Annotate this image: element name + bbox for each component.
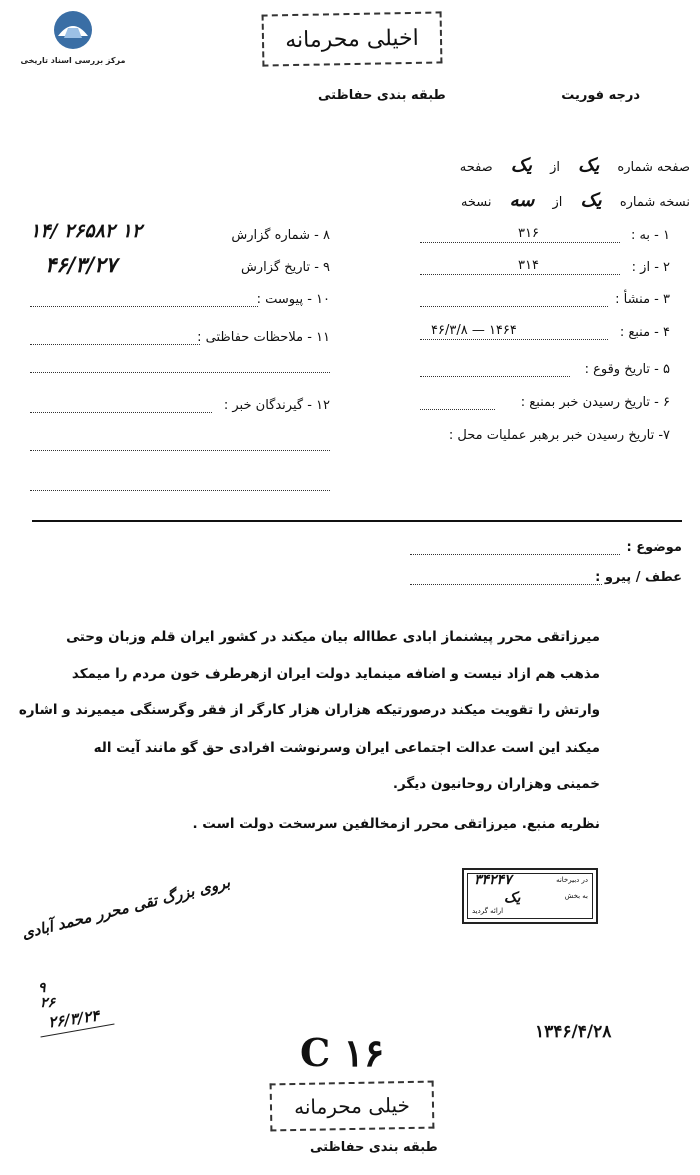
field-event-date-line	[420, 376, 570, 377]
field-attachment-label: ۱۰ - پیوست :	[256, 292, 330, 307]
body-line-4: میکند این است عدالت اجتماعی ایران وسرنوشت افرادی حق گو مانند آیت اله	[93, 740, 600, 756]
body-line-2: مذهب هم ازاد نیست و اضافه مینماید دولت ایران ازهرطرف خون مردم را میمکد	[71, 666, 600, 682]
field-to	[420, 228, 670, 248]
reference-row	[410, 570, 682, 590]
reference-label: عطف / پیرو :	[595, 570, 682, 585]
field-source-label: ۴ - منبع :	[619, 325, 670, 340]
field-recipients	[30, 398, 330, 418]
body-line-5: خمینی وهزاران روحانیون دیگر.	[392, 776, 600, 792]
field-to-label: ۱ - به :	[630, 228, 670, 243]
bottom-classification-stamp: خیلی محرمانه	[270, 1081, 435, 1132]
field-report-number-label: ۸ - شماره گزارش	[231, 228, 330, 243]
recipients-line-3	[30, 490, 330, 491]
field-source-receipt-date	[420, 395, 670, 415]
copy-hw-total: سه	[509, 190, 535, 211]
field-recipients-line	[30, 412, 212, 413]
field-source-line	[420, 339, 608, 340]
page-mid: از	[550, 160, 561, 175]
field-attachment	[30, 292, 330, 312]
field-ops-receipt-date	[420, 428, 670, 448]
security-notes-extra-line	[30, 372, 330, 373]
field-source-receipt-date-line	[420, 409, 495, 410]
field-security-notes-line	[30, 344, 200, 345]
handwritten-code: C ۱۶	[300, 1030, 385, 1075]
field-from	[420, 260, 670, 280]
field-from-label: ۲ - از :	[631, 260, 670, 275]
received-stamp-line3: ارائه گردید	[472, 907, 504, 915]
received-stamp-hw-sig: یک	[504, 890, 521, 906]
field-report-number	[30, 220, 330, 250]
subject-line	[410, 554, 620, 555]
handwritten-note-line4: ۲۶/۳/۲۴	[46, 1006, 101, 1032]
field-ops-receipt-date-label: ۷- تاریخ رسیدن خبر برهبر عملیات محل :	[448, 428, 670, 443]
logo-caption: مرکز بررسی اسناد تاریخی	[20, 56, 126, 65]
source-opinion: نظریه منبع. میرزاتقی محرر ازمخالفین سرسخت دولت است .	[192, 816, 600, 832]
recipients-line-2	[30, 450, 330, 451]
field-from-value: ۳۱۴	[515, 258, 542, 273]
received-stamp	[462, 868, 598, 924]
handwritten-note-line2: ۹	[38, 980, 46, 996]
received-stamp-line1: در دبیرخانه	[556, 876, 588, 884]
field-security-notes	[30, 330, 330, 350]
received-stamp-hw-number: ۳۴۲۴۷	[474, 872, 512, 888]
field-recipients-label: ۱۲ - گیرندگان خبر :	[223, 398, 330, 413]
field-origin	[420, 292, 670, 312]
subject-row	[410, 540, 682, 560]
field-source-receipt-date-label: ۶ - تاریخ رسیدن خبر بمنبع :	[520, 395, 670, 410]
reference-line	[410, 584, 602, 585]
field-source-value: ۴۶/۳/۸ — ۱۴۶۴	[428, 323, 520, 338]
field-event-date	[420, 362, 670, 382]
field-from-line	[420, 274, 620, 275]
received-stamp-line2: به بخش	[564, 892, 588, 900]
body-line-1: میرزاتقی محرر پیشنماز ابادی عطااله بیان میکند در کشور ایران قلم وزبان وحتی	[66, 629, 600, 645]
section-divider	[32, 520, 682, 522]
field-to-value: ۳۱۶	[515, 226, 542, 241]
copy-number-row	[390, 190, 690, 211]
archive-logo	[18, 8, 128, 70]
field-to-line	[420, 242, 620, 243]
copy-hw-number: یک	[580, 190, 602, 211]
field-attachment-line	[30, 306, 258, 307]
page-number-row	[390, 155, 690, 176]
archive-logo-icon	[18, 8, 128, 52]
field-security-notes-label: ۱۱ - ملاحظات حفاظتی :	[197, 330, 330, 345]
field-origin-label: ۳ - منشأ :	[615, 292, 670, 307]
copy-suffix: نسخه	[460, 195, 492, 210]
top-classification-stamp: اخیلی محرمانه	[262, 11, 443, 66]
copy-prefix: نسخه شماره	[619, 195, 690, 210]
handwritten-note-line1: بروی بزرگ تقی محرر محمد آبادی	[20, 873, 232, 943]
copy-mid: از	[552, 195, 563, 210]
classification-label: طبقه بندی حفاظتی	[318, 88, 446, 103]
field-source	[420, 325, 670, 345]
footer-classification-label: طبقه بندی حفاظتی	[310, 1140, 438, 1155]
page-hw-number: یک	[578, 155, 600, 176]
field-origin-line	[420, 306, 608, 307]
handwritten-note-line3: ۲۶	[40, 995, 56, 1011]
field-report-date	[30, 252, 330, 282]
priority-label: درجه فوریت	[561, 88, 640, 103]
body-line-3: وارتش را تقویت میکند درصورتیکه هزاران هزار کارگر از فقر وگرسنگی میمیرند و اشاره	[18, 702, 600, 718]
page-suffix: صفحه	[459, 160, 493, 175]
page-hw-total: یک	[510, 155, 532, 176]
subject-label: موضوع :	[626, 540, 682, 555]
field-report-date-label: ۹ - تاریخ گزارش	[240, 260, 330, 275]
page-prefix: صفحه شماره	[617, 160, 690, 175]
document-date: ۱۳۴۶/۴/۲۸	[535, 1022, 612, 1042]
field-event-date-label: ۵ - تاریخ وقوع :	[584, 362, 670, 377]
field-report-date-hw: ۴۶/۳/۲۷	[45, 252, 117, 277]
field-report-number-hw: ۱۴/ ۲۶۵۸۲ ۱۲	[30, 220, 143, 242]
